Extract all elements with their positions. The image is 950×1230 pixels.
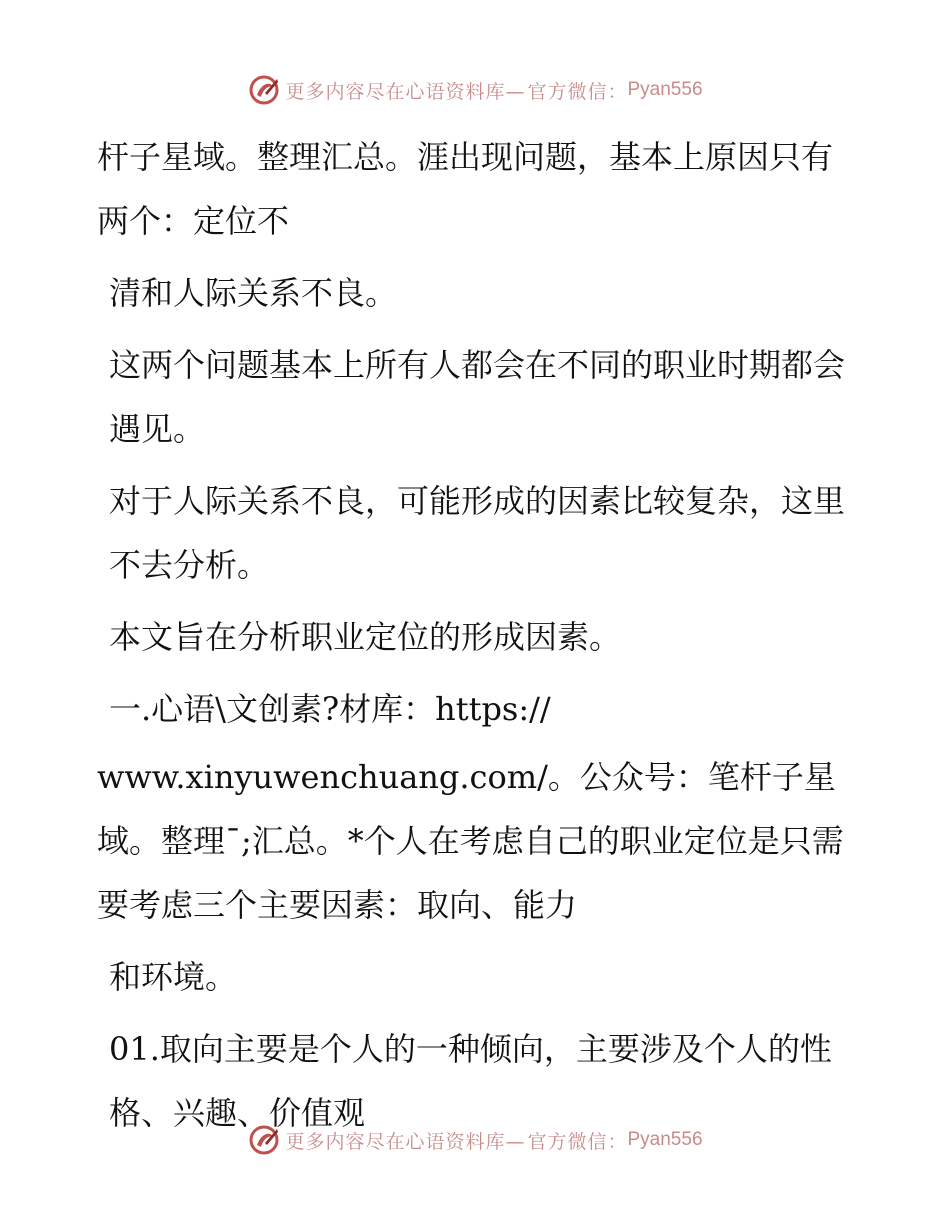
swirl-logo-icon [247, 1123, 281, 1157]
paragraph-4: 对于人际关系不良，可能形成的因素比较复杂，这里不去分析。 [109, 482, 846, 584]
paragraph-6: 一.心语\文创素?材库：https:// [109, 690, 551, 728]
watermark-text: 更多内容尽在心语资料库— [285, 80, 526, 103]
footer-watermark [0, 1120, 950, 1160]
document-body [97, 125, 857, 1145]
paragraph-1: 杆子星域。整理汇总。涯出现问题，基本上原因只有两个：定位不 [97, 138, 834, 240]
watermark-handle: Pyan556 [627, 1129, 703, 1150]
paragraph-3: 这两个问题基本上所有人都会在不同的职业时期都会遇见。 [109, 346, 846, 448]
paragraph-2: 清和人际关系不良。 [109, 274, 398, 312]
watermark-text: 更多内容尽在心语资料库— [285, 1130, 526, 1153]
watermark-handle: Pyan556 [627, 79, 703, 100]
watermark-wechat-label: 官方微信： [527, 1130, 628, 1153]
paragraph-5: 本文旨在分析职业定位的形成因素。 [109, 618, 622, 656]
watermark-wechat-label: 官方微信： [527, 80, 628, 103]
paragraph-7: www.xinyuwenchuang.com/。公众号：笔杆子星域。整理¯;汇总。*个人在考虑自己的职业定位是只需要考虑三个主要因素：取向、能力 [97, 758, 844, 924]
paragraph-8: 和环境。 [109, 958, 238, 996]
swirl-logo-icon [247, 73, 281, 107]
header-watermark [0, 70, 950, 110]
paragraph-9: 01.取向主要是个人的一种倾向，主要涉及个人的性格、兴趣、价值观 [109, 1030, 832, 1132]
